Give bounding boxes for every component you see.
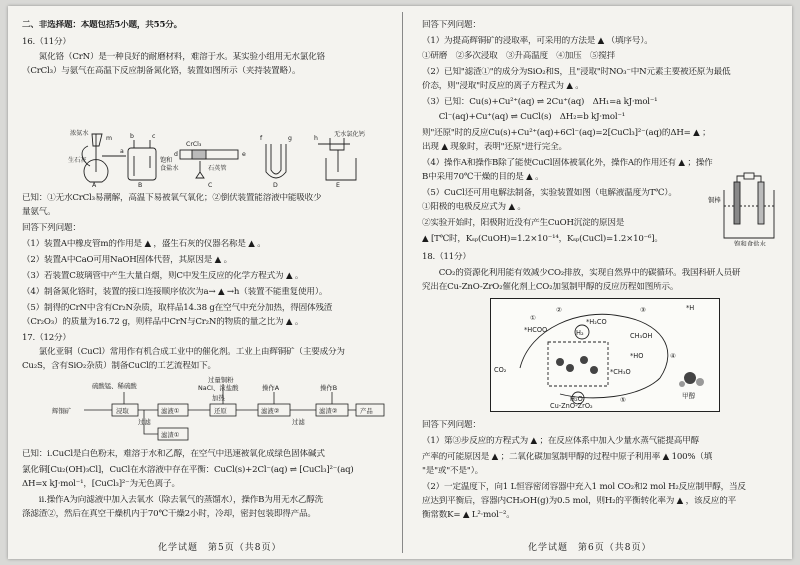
- mech-co2: CO₂: [494, 366, 507, 374]
- label-saturated-brine: 饱和食盐水: [734, 240, 766, 246]
- right-text-line: （2）一定温度下，向1 L恒容密闭容器中充入1 mol CO₂和2 mol H₂反应制甲醇，当反: [422, 482, 746, 492]
- label-b: b: [130, 133, 134, 140]
- right-text-line: 则"还原"时的反应Cu(s)+Cu²⁺(aq)+6Cl⁻(aq)=2[CuCl₃]²⁻(aq)的ΔH= ▲ ；: [422, 128, 711, 138]
- right-text-line: Cl⁻(aq)+Cu⁺(aq) ⇌ CuCl(s) ΔH₂=b kJ·mol⁻¹: [422, 112, 625, 122]
- label-h: h: [314, 135, 318, 142]
- flow-filtrate-1: 滤液①: [161, 407, 180, 415]
- left-text-line: （CrCl₃）与氨气在高温下反应制备氮化铬，装置如图所示（夹持装置略）。: [22, 66, 301, 76]
- right-text-line: （5）CuCl还可用电解法制备，实验装置如图（电解液温度为T℃）。: [422, 188, 677, 198]
- electrolysis-figure: [708, 172, 788, 246]
- mech-methanol: 甲醇: [682, 392, 696, 400]
- right-text-line: ▲ [T℃时，Kₛₚ(CuOH)=1.2×10⁻¹⁴，Kₛₚ(CuCl)=1.2×10⁻⁶]。: [422, 234, 663, 244]
- left-text-line: 17.（12分）: [22, 333, 71, 343]
- flow-filter-1: 过滤: [292, 418, 305, 426]
- left-text-line: 二、非选择题：本题包括5小题，共55分。: [22, 20, 183, 30]
- mech-ho: *HO: [630, 352, 644, 360]
- label-A: A: [92, 182, 97, 188]
- left-text-line: Cu₂S，含有SiO₂杂质）制备CuCl的工艺流程如下。: [22, 361, 216, 371]
- left-text-line: （3）若装置C玻璃管中产生大量白烟，则C中发生反应的化学方程式为 ▲ 。: [22, 271, 304, 281]
- label-a: a: [120, 148, 124, 155]
- flow-product: 产品: [360, 407, 373, 415]
- mech-hcoo: *HCOO: [524, 326, 548, 334]
- left-text-line: 量氨气。: [22, 207, 56, 217]
- page-5-footer: 化学试题 第5页（共8页）: [158, 543, 282, 553]
- page-6-footer: 化学试题 第6页（共8页）: [528, 543, 652, 553]
- right-text-line: 衡常数K= ▲ L²·mol⁻²。: [422, 510, 515, 520]
- flow-op-b: 操作B: [320, 384, 338, 392]
- mech-h2o: H₂O: [570, 395, 583, 403]
- mech-step-1: ①: [530, 314, 536, 322]
- page-6: [408, 6, 792, 559]
- left-text-line: 已知：ⅰ.CuCl是白色粉末，难溶于水和乙醇，在空气中迅速被氧化成绿色固体碱式: [22, 449, 325, 459]
- left-text-line: 涤滤渣②，然后在真空干燥机内于70℃干燥2小时，冷却，密封包装即得产品。: [22, 509, 316, 519]
- left-text-line: （1）装置A中橡皮管m的作用是 ▲ ，盛生石灰的仪器名称是 ▲ 。: [22, 239, 266, 249]
- reaction-mechanism-figure: [490, 298, 720, 412]
- left-text-line: ΔH=x kJ·mol⁻¹，[CuCl₃]²⁻为无色离子。: [22, 479, 180, 489]
- left-text-line: ⅱ.操作A为向滤液中加入去氧水（除去氧气的蒸馏水），操作B为用无水乙醇洗: [22, 495, 324, 505]
- left-text-line: 氯化铜[Cu₂(OH)₃Cl]，CuCl在水溶液中存在平衡：CuCl(s)+2Cl⁻(aq) ⇌ [CuCl₃]²⁻(aq): [22, 465, 354, 475]
- right-text-line: 出现 ▲ 现象时，表明"还原"进行完全。: [422, 142, 567, 152]
- label-c: c: [152, 133, 156, 140]
- right-text-line: 价态，则"浸取"时反应的离子方程式为 ▲ 。: [422, 81, 584, 91]
- right-text-line: 回答下列问题：: [422, 20, 481, 30]
- left-text-line: （4）制备氮化铬时，装置的接口连接顺序依次为a→ ▲ →h（装置不能重复使用）。: [22, 287, 328, 297]
- label-crcl3: CrCl₃: [186, 141, 202, 148]
- left-text-line: 已知：①无水CrCl₃易潮解，高温下易被氧气氧化；②倒伏装置能溶液中能吸收少: [22, 193, 322, 203]
- flow-heat: 加热: [212, 394, 225, 402]
- flow-residue-2: 滤渣②: [319, 407, 338, 415]
- right-text-line: （3）已知：Cu(s)+Cu²⁺(aq) ⇌ 2Cu⁺(aq) ΔH₁=a kJ·mol⁻¹: [422, 97, 658, 107]
- right-text-line: （1）为提高辉铜矿的浸取率，可采用的方法是 ▲ （填序号）。: [422, 36, 653, 46]
- label-copper-rod: 铜棒: [708, 196, 721, 204]
- right-text-line: "是"或"不是"）。: [422, 466, 484, 476]
- label-d: d: [174, 151, 178, 158]
- mech-ch3oh: CH₃OH: [630, 332, 653, 340]
- label-e: e: [242, 151, 246, 158]
- mech-h2: H₂: [576, 329, 584, 337]
- right-text-line: ①研磨 ②多次浸取 ③升高温度 ④加压 ⑤搅拌: [422, 51, 616, 61]
- mech-ch3o: *CH₃O: [610, 368, 631, 376]
- left-text-line: 16.（11分）: [22, 37, 71, 47]
- right-text-line: 产率的可能原因是 ▲ ；二氧化碳加氢制甲醇的过程中原子利用率 ▲ 100%（填: [422, 452, 713, 462]
- right-text-line: （2）已知"滤渣①"的成分为SiO₂和S，且"浸取"时NO₃⁻中N元素主要被还原为最低: [422, 67, 731, 77]
- label-E: E: [336, 182, 340, 188]
- page-5: [8, 6, 400, 559]
- mech-h: *H: [686, 304, 695, 312]
- flow-reduce: 还原: [214, 407, 227, 415]
- label-saturated: 饱和: [160, 157, 173, 164]
- label-f: f: [260, 135, 263, 142]
- label-anhydrous-cacl2: 无水氯化钙: [334, 131, 365, 138]
- flow-residue-1: 滤渣①: [161, 431, 180, 439]
- exam-sheet: [8, 6, 792, 559]
- left-text-line: 回答下列问题：: [22, 223, 81, 233]
- left-text-line: 氯化亚铜（CuCl）常用作有机合成工业中的催化剂。工业上由辉铜矿（主要成分为: [22, 347, 345, 357]
- mech-catalyst: Cu-ZnO-ZrO₂: [550, 402, 593, 410]
- process-flow-chart: [48, 376, 388, 444]
- flow-filtrate-2: 滤液②: [261, 407, 280, 415]
- right-text-line: （1）第③步反应的方程式为 ▲ ；在反应体系中加入少量水蒸气能提高甲醇: [422, 436, 699, 446]
- label-quicklime: 生石灰: [68, 157, 87, 164]
- flow-excess-copper: 过量铜粉: [208, 376, 234, 384]
- column-divider: [402, 12, 403, 553]
- label-m: m: [106, 135, 113, 142]
- left-text-line: （Cr₂O₃）的质量为16.72 g，则样品中CrN与Cr₂N的物质的量之比为 ▲ 。: [22, 317, 304, 327]
- flow-nacl-hcl: NaCl、浓盐酸: [198, 384, 239, 392]
- apparatus-figure: [68, 126, 388, 188]
- label-g: g: [288, 135, 292, 142]
- right-text-line: CO₂的资源化利用能有效减少CO₂排放，实现自然界中的碳循环。我国科研人员研: [422, 268, 741, 278]
- right-text-line: 应达到平衡后，容器内CH₃OH(g)为0.5 mol，则H₂的平衡转化率为 ▲ ，该反应的平: [422, 496, 736, 506]
- right-text-line: 18.（11分）: [422, 252, 471, 262]
- mech-h2co: *H₂CO: [586, 318, 607, 326]
- left-text-line: 氮化铬（CrN）是一种良好的耐磨材料，难溶于水。某实验小组用无水氯化铬: [22, 52, 325, 62]
- flow-leach: 浸取: [116, 407, 129, 415]
- left-text-line: （5）制得的CrN中含有Cr₂N杂质，取样品14.38 g在空气中充分加热，得固体残渣: [22, 303, 333, 313]
- mech-step-5: ⑤: [620, 396, 626, 404]
- mech-step-4: ④: [670, 352, 676, 360]
- right-text-line: 回答下列问题：: [422, 420, 481, 430]
- right-text-line: ②实验开始时，阳极附近没有产生CuOH沉淀的原因是: [422, 218, 625, 228]
- flow-reagents: 硫酸锰、稀硫酸: [92, 382, 137, 390]
- label-quartz-tube: 石英管: [208, 165, 227, 172]
- left-text-line: （2）装置A中CaO可用NaOH固体代替，其原因是 ▲ 。: [22, 255, 232, 265]
- label-C: C: [208, 182, 213, 188]
- right-text-line: （4）操作A和操作B除了能使CuCl固体被氧化外，操作A的作用还有 ▲ ；操作: [422, 158, 713, 168]
- right-text-line: ①阳极的电极反应式为 ▲ 。: [422, 202, 526, 212]
- mech-step-3: ③: [640, 306, 646, 314]
- right-text-line: 究出在Cu-ZnO-ZrO₂催化剂上CO₂加氢制甲醇的反应历程如图所示。: [422, 282, 679, 292]
- mech-step-2: ②: [556, 306, 562, 314]
- right-text-line: B中采用70℃干燥的目的是 ▲ 。: [422, 172, 544, 182]
- label-brine: 食盐水: [160, 165, 179, 172]
- label-conc-ammonia: 浓氨水: [70, 130, 89, 137]
- flow-filter-2: 过滤: [138, 418, 151, 426]
- flow-op-a: 操作A: [262, 384, 280, 392]
- label-D: D: [273, 182, 278, 188]
- flow-chalcocite: 辉铜矿: [52, 407, 72, 415]
- label-B: B: [138, 182, 143, 188]
